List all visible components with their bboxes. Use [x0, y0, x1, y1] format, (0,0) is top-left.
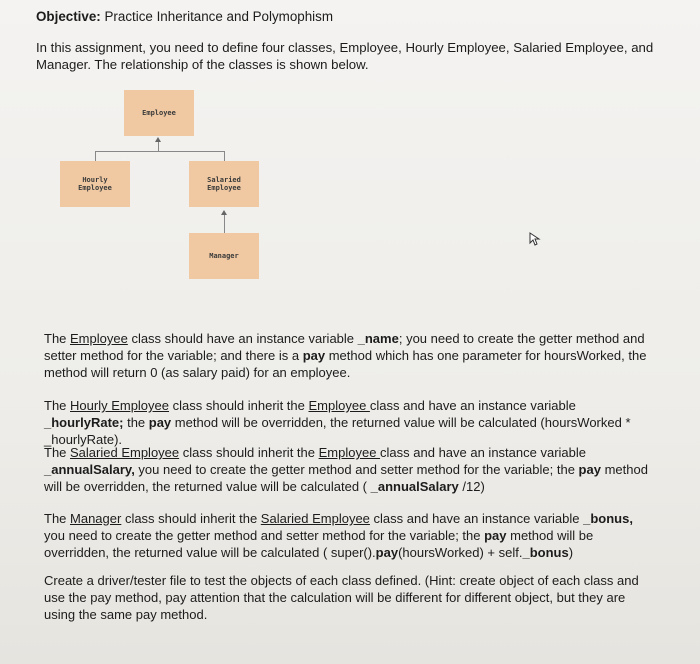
employee-paragraph — [44, 330, 654, 381]
method-name: pay — [148, 415, 172, 430]
method-name: pay — [484, 528, 507, 543]
manager-connector — [224, 213, 225, 233]
text: The — [44, 331, 71, 346]
salaried-employee-paragraph — [44, 444, 654, 495]
text: you need to create the getter method and setter method for the variable; the — [44, 528, 485, 543]
class-name: Manager — [70, 511, 122, 526]
salaried-connector — [224, 151, 225, 161]
text: /12) — [458, 479, 485, 494]
text: class and have an instance variable — [369, 511, 584, 526]
variable-name: _hourlyRate; — [44, 415, 124, 430]
hourly-label-1: Hourly — [82, 176, 108, 184]
manager-paragraph — [44, 510, 654, 561]
method-name: pay — [302, 348, 326, 363]
class-name: Salaried Employee — [70, 445, 180, 460]
employee-box-label: Employee — [142, 109, 176, 117]
text: (hoursWorked) + self. — [398, 545, 523, 560]
employee-box — [124, 90, 194, 136]
hourly-label-2: Employee — [78, 184, 112, 192]
objective-label: Objective: — [36, 9, 101, 24]
text: class and have an instance variable — [380, 445, 586, 460]
expression: _annualSalary — [370, 479, 459, 494]
variable-name: _annualSalary, — [44, 462, 135, 477]
hourly-connector — [95, 151, 96, 161]
text: method will be overridden, the returned value will be calculated ( — [44, 462, 648, 494]
text: ) — [568, 545, 574, 560]
intro-paragraph: In this assignment, you need to define four classes, Employee, Hourly Employee, Salaried Employee, and Manager. The relationship of the classes is shown below. — [36, 40, 654, 72]
driver-paragraph: Create a driver/tester file to test the objects of each class defined. (Hint: create object of each class and use the pay method, pay attention that the calculation will be different for different object, but they are using the same pay method. — [44, 573, 639, 622]
base-class-name: Salaried Employee — [260, 511, 370, 526]
salaried-label-1: Salaried — [207, 176, 241, 184]
method-name: pay — [578, 462, 601, 477]
text: class should have an instance variable — [127, 331, 358, 346]
text: The — [44, 445, 71, 460]
hourly-employee-box — [60, 161, 130, 207]
mouse-pointer-icon — [529, 232, 541, 246]
text: ; you need to create the getter method and setter method for the variable; and there is a — [44, 331, 645, 363]
text: class should inherit the — [121, 511, 261, 526]
employee-connector — [158, 141, 159, 151]
hourly-employee-paragraph — [44, 397, 654, 448]
text: the — [123, 415, 149, 430]
method-name: pay — [375, 545, 399, 560]
variable-name: _bonus — [522, 545, 569, 560]
class-name: Hourly Employee — [70, 398, 170, 413]
text: The — [44, 398, 71, 413]
objective-line — [36, 9, 333, 24]
text: class and have an instance variable — [369, 398, 576, 413]
hierarchy-line — [95, 151, 225, 152]
salaried-label-2: Employee — [207, 184, 241, 192]
objective-text: Practice Inheritance and Polymophism — [104, 9, 333, 24]
salaried-employee-box — [189, 161, 259, 207]
base-class-name: Employee — [318, 445, 381, 460]
text: The — [44, 511, 71, 526]
text: class should inherit the — [169, 398, 309, 413]
text: you need to create the getter method and setter method for the variable; the — [134, 462, 579, 477]
text: method will be overridden, the returned value will be calculated (hoursWorked * _hourlyRate). — [44, 415, 631, 447]
variable-name: _name — [357, 331, 399, 346]
base-class-name: Employee — [308, 398, 370, 413]
variable-name: _bonus, — [583, 511, 633, 526]
manager-box — [189, 233, 259, 279]
manager-box-label: Manager — [209, 252, 239, 260]
class-name: Employee — [70, 331, 128, 346]
text: method which has one parameter for hoursWorked, the method will return 0 (as salary paid) for an employee. — [44, 348, 647, 380]
text: method will be overridden, the returned value will be calculated ( super(). — [44, 528, 594, 560]
text: class should inherit the — [179, 445, 319, 460]
